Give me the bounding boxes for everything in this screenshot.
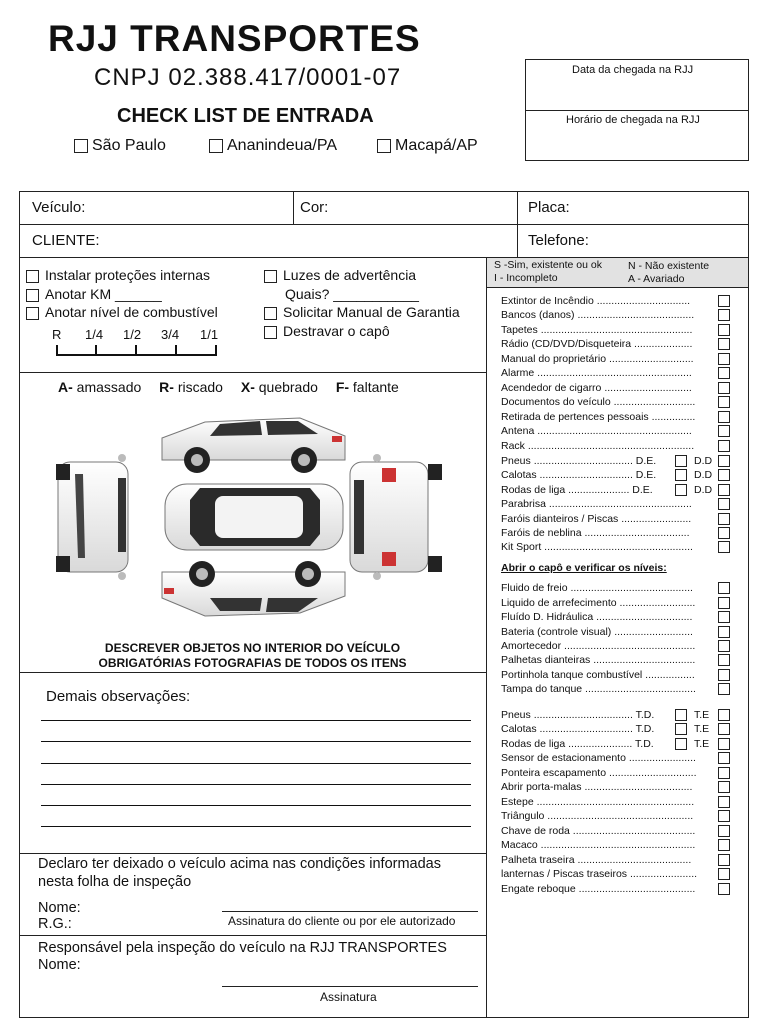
check-rack[interactable]: Rack ......................................................... [501,440,694,452]
checkbox-te[interactable] [718,738,730,750]
checkbox[interactable] [718,440,730,452]
action-note-km[interactable]: Anotar KM ______ [26,286,162,302]
checkbox[interactable] [718,767,730,779]
check-windshield[interactable]: Parabrisa ................................................. [501,498,692,510]
location-macapa[interactable]: Macapá/AP [377,137,478,155]
car-top-view[interactable] [165,484,343,550]
dd-label: D.D [694,455,713,467]
checkbox[interactable] [718,338,730,350]
client-signature-line[interactable] [222,911,478,912]
checkbox-dd[interactable] [718,484,730,496]
observation-line[interactable] [41,763,471,764]
checkbox-de[interactable] [675,455,687,467]
hood-section-title: Abrir o capô e verificar os níveis: [501,562,667,574]
car-diagram[interactable] [50,408,450,623]
checkbox[interactable] [718,868,730,880]
form-title: CHECK LIST DE ENTRADA [117,105,374,127]
arrival-time-field[interactable]: Horário de chegada na RJJ [566,114,700,126]
check-fuel-cap[interactable]: Tampa do tanque ...................................... [501,683,696,695]
check-headlights[interactable]: Faróis dianteiros / Piscas ........................ [501,513,691,525]
check-rear-wiper[interactable]: Palheta traseira ....................................... [501,854,691,866]
checkbox[interactable] [718,541,730,553]
check-radio[interactable]: Rádio (CD/DVD/Disqueteira .................... [501,338,692,350]
checkbox[interactable] [718,396,730,408]
checkbox[interactable] [718,597,730,609]
check-owner-manual[interactable]: Manual do proprietário ............................. [501,353,694,365]
checkbox[interactable] [718,295,730,307]
check-vehicle-documents[interactable]: Documentos do veículo ............................ [501,396,695,408]
car-side-view-left[interactable] [162,561,345,616]
checkbox[interactable] [209,139,223,153]
check-brake-fluid[interactable]: Fluido de freio .......................................... [501,582,693,594]
observation-line[interactable] [41,805,471,806]
checkbox[interactable] [718,654,730,666]
check-tow-hitch[interactable]: Engate reboque ........................................ [501,883,695,895]
client-rg-field[interactable]: R.G.: [38,916,72,932]
checkbox[interactable] [718,353,730,365]
legend-a-key: A- [58,379,73,395]
observation-line[interactable] [41,741,471,742]
color-field[interactable]: Cor: [300,199,329,216]
checkbox[interactable] [26,289,39,302]
checkbox[interactable] [26,307,39,320]
action-warning-lights[interactable]: Luzes de advertência [264,267,416,283]
checkbox[interactable] [718,382,730,394]
checkbox[interactable] [718,640,730,652]
client-field[interactable]: CLIENTE: [32,232,100,249]
checkbox[interactable] [718,582,730,594]
checkbox-dd[interactable] [718,455,730,467]
checkbox[interactable] [718,498,730,510]
checkbox[interactable] [718,611,730,623]
checkbox-dd[interactable] [718,469,730,481]
checkbox[interactable] [718,854,730,866]
legend-n: N - Não existente [628,260,710,272]
check-alloy-wheels-front[interactable]: Rodas de liga ..................... D.E. D.D [501,484,653,496]
checkbox[interactable] [718,411,730,423]
checkbox[interactable] [718,626,730,638]
arrival-date-field[interactable]: Data da chegada na RJJ [572,64,694,76]
dd-label: D.D [694,484,713,496]
legend-r-key: R- [159,379,174,395]
checkbox-te[interactable] [718,709,730,721]
checkbox-td[interactable] [675,709,687,721]
checkbox[interactable] [26,270,39,283]
check-wheel-wrench[interactable]: Chave de roda .......................................... [501,825,695,837]
phone-field[interactable]: Telefone: [528,232,589,249]
observation-line[interactable] [41,784,471,785]
check-exhaust-tip[interactable]: Ponteira escapamento .............................. [501,767,697,779]
check-shock-absorber[interactable]: Amortecedor ............................................. [501,640,695,652]
checkbox-de[interactable] [675,484,687,496]
check-tires-rear[interactable]: Pneus .................................. T.D. T.E [501,709,654,721]
te-label: T.E [694,738,710,750]
checkbox[interactable] [718,796,730,808]
action-warranty-manual[interactable]: Solicitar Manual de Garantia [264,304,460,320]
inspector-name-field[interactable]: Nome: [38,957,81,973]
legend-a-text: amassado [76,379,142,395]
observation-line[interactable] [41,826,471,827]
checkbox[interactable] [718,810,730,822]
check-open-trunk[interactable]: Abrir porta-malas ..................................... [501,781,692,793]
legend-x-key: X- [240,379,255,395]
checkbox[interactable] [718,367,730,379]
legend-x-text: quebrado [258,379,318,395]
check-alarm[interactable]: Alarme ..................................................... [501,367,692,379]
check-fire-extinguisher[interactable]: Extintor de Incêndio ................................ [501,295,690,307]
check-fog-lights[interactable]: Faróis de neblina .................................... [501,527,690,539]
inspector-text: Responsável pela inspeção do veículo na RJJ TRANSPORTES [38,940,447,956]
diagram-caption: DESCREVER OBJETOS NO INTERIOR DO VEÍCULO OBRIGATÓRIAS FOTOGRAFIAS DE TODOS OS ITENS [98,641,407,670]
fuel-gauge-line [55,343,220,357]
check-front-wipers[interactable]: Palhetas dianteiras ................................... [501,654,695,666]
fuel-quarter: 1/4 [85,327,104,342]
cnpj: CNPJ 02.388.417/0001-07 [94,64,402,91]
checkbox[interactable] [718,324,730,336]
client-signature-label: Assinatura do cliente ou por ele autorizado [228,914,456,928]
car-side-view-right[interactable] [162,418,345,473]
checkbox-td[interactable] [675,723,687,735]
legend-a: A - Avariado [628,273,685,285]
check-spare-tire[interactable]: Estepe ...................................................... [501,796,694,808]
checkbox[interactable] [718,669,730,681]
te-label: T.E [694,723,710,735]
legend-f-text: faltante [352,379,399,395]
checkbox[interactable] [718,883,730,895]
observations-label: Demais observações: [46,688,191,705]
checkbox-te[interactable] [718,723,730,735]
check-battery[interactable]: Bateria (controle visual) ........................... [501,626,693,638]
car-rear-view[interactable] [350,454,442,580]
check-mats[interactable]: Tapetes .................................................... [501,324,692,336]
action-install-protections[interactable]: Instalar proteções internas [26,267,210,283]
vehicle-field[interactable]: Veículo: [32,199,86,216]
check-hubcaps-front[interactable]: Calotas ................................ D.E. D.D [501,469,656,481]
company-name: RJJ TRANSPORTES [48,18,421,59]
checkbox[interactable] [718,513,730,525]
check-personal-belongings[interactable]: Retirada de pertences pessoais ............... [501,411,695,423]
checkbox[interactable] [264,307,277,320]
checkbox[interactable] [718,425,730,437]
checkbox[interactable] [718,309,730,321]
dd-label: D.D [694,469,713,481]
legend-s: S -Sim, existente ou ok [494,259,602,271]
checkbox[interactable] [718,683,730,695]
check-sport-kit[interactable]: Kit Sport ................................................... [501,541,693,553]
check-rear-lights[interactable]: lanternas / Piscas traseiros ....................... [501,868,697,880]
location-sao-paulo[interactable]: São Paulo [74,137,166,155]
checkbox[interactable] [264,326,277,339]
check-triangle[interactable]: Triângulo .................................................. [501,810,693,822]
location-ananindeua[interactable]: Ananindeua/PA [209,137,337,155]
checkbox[interactable] [718,825,730,837]
which-lights-field[interactable]: Quais? ___________ [285,286,419,302]
check-coolant[interactable]: Liquido de arrefecimento .......................... [501,597,695,609]
checkbox[interactable] [264,270,277,283]
legend-i: I - Incompleto [494,272,558,284]
check-seats[interactable]: Bancos (danos) ........................................ [501,309,694,321]
inspector-signature-line[interactable] [222,986,478,987]
action-unlock-hood[interactable]: Destravar o capô [264,323,390,339]
fuel-half: 1/2 [123,327,142,342]
fuel-full: 1/1 [200,327,219,342]
check-cigarette-lighter[interactable]: Acendedor de cigarro .............................. [501,382,692,394]
legend-f-key: F- [335,379,350,395]
check-tires-front[interactable]: Pneus .................................. D.E. D.D [501,455,656,467]
te-label: T.E [694,709,710,721]
declaration-text: Declaro ter deixado o veículo acima nas condições informadas nesta folha de inspeção [38,856,441,890]
check-antenna[interactable]: Antena ..................................................... [501,425,692,437]
checkbox-td[interactable] [675,738,687,750]
checkbox[interactable] [718,781,730,793]
damage-legend [58,379,399,395]
checkbox-de[interactable] [675,469,687,481]
checkbox[interactable] [718,839,730,851]
checkbox[interactable] [718,752,730,764]
legend-r-text: riscado [177,379,223,395]
action-note-fuel[interactable]: Anotar nível de combustível [26,304,218,320]
check-alloy-wheels-rear[interactable]: Rodas de liga ...................... T.D. T.E [501,738,654,750]
check-jack[interactable]: Macaco ..................................................... [501,839,695,851]
car-front-view[interactable] [56,454,128,580]
fuel-scale[interactable] [50,327,225,359]
check-parking-sensor[interactable]: Sensor de estacionamento ....................... [501,752,696,764]
fuel-r: R [52,327,62,342]
checkbox[interactable] [718,527,730,539]
client-name-field[interactable]: Nome: [38,900,81,916]
checkbox[interactable] [377,139,391,153]
observation-line[interactable] [41,720,471,721]
check-power-steering-fluid[interactable]: Fluído D. Hidráulica ................................. [501,611,692,623]
plate-field[interactable]: Placa: [528,199,570,216]
check-hubcaps-rear[interactable]: Calotas ................................ T.D. T.E [501,723,654,735]
inspector-signature-label: Assinatura [320,990,377,1004]
checklist [501,0,741,1024]
fuel-three-quarter: 3/4 [161,327,180,342]
check-fuel-door[interactable]: Portinhola tanque combustível ................. [501,669,695,681]
checkbox[interactable] [74,139,88,153]
